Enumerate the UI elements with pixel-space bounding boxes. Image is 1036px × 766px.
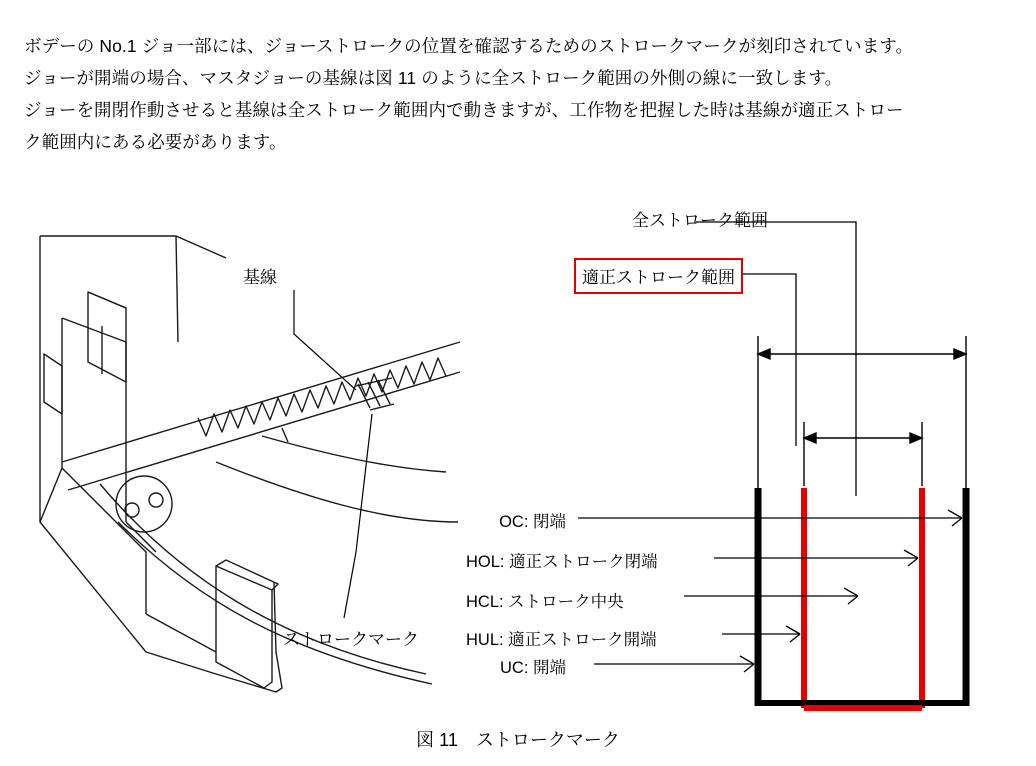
stroke-mark-label: ストロークマーク <box>283 630 419 649</box>
level-label-uc: UC: 開端 <box>500 659 566 677</box>
full-stroke-range-caption: 全ストローク範囲 <box>632 211 768 230</box>
baseline-label: 基線 <box>243 268 277 287</box>
intro-line-3: ジョーを開閉作動させると基線は全ストローク範囲内で動きますが、工作物を把握した時は基線が適正ストロー <box>24 100 904 120</box>
intro-line-1: ボデーの No.1 ジョ一部には、ジョーストロークの位置を確認するためのストロークマークが刻印されています。 <box>24 36 914 56</box>
intro-text <box>24 30 1014 158</box>
level-label-hol: HOL: 適正ストローク閉端 <box>466 553 658 571</box>
intro-line-2: ジョーが開端の場合、マスタジョーの基線は図 11 のように全ストローク範囲の外側の線に一致します。 <box>24 68 843 88</box>
figure-caption: 図 11 ストロークマーク <box>416 730 620 750</box>
level-label-oc: OC: 閉端 <box>499 513 566 531</box>
intro-line-4: ク範囲内にある必要があります。 <box>24 132 287 152</box>
level-label-hcl: HCL: ストローク中央 <box>466 593 624 611</box>
level-label-hul: HUL: 適正ストローク開端 <box>466 631 657 649</box>
proper-stroke-range-caption: 適正ストローク範囲 <box>574 258 743 294</box>
